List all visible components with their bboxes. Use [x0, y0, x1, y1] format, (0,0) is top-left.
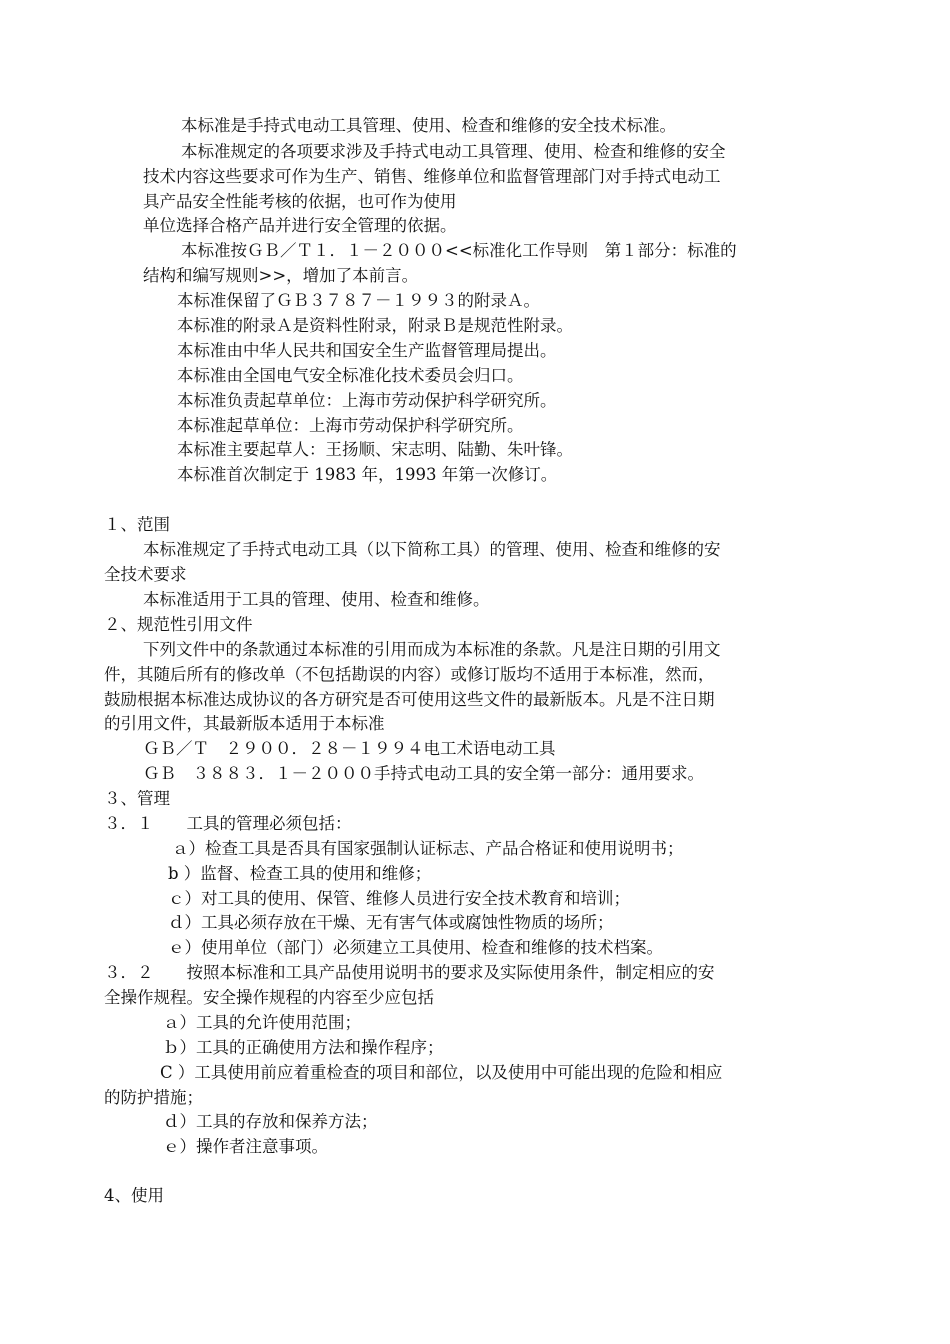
text-line: 本标准适用于工具的管理、使用、检查和维修。: [143, 590, 490, 609]
text-line: 全操作规程。安全操作规程的内容至少应包括: [104, 988, 434, 1007]
clause-heading: ３．２ 按照本标准和工具产品使用说明书的要求及实际使用条件，制定相应的安: [104, 963, 715, 982]
text-line: 本标准保留了ＧＢ３７８７－１９９３的附录Ａ。: [177, 291, 540, 310]
text-line: 本标准按ＧＢ／Ｔ１．１－２０００<<标准化工作导则 第１部分：标准的: [181, 241, 737, 260]
section-heading: ３、管理: [104, 789, 170, 808]
reference-item: ＧＢ／Ｔ ２９００．２８－１９９４电工术语电动工具: [143, 739, 556, 758]
text-line: 本标准起草单位：上海市劳动保护科学研究所。: [177, 416, 524, 435]
text-line: 单位选择合格产品并进行安全管理的依据。: [143, 216, 457, 235]
text-line: 鼓励根据本标准达成协议的各方研究是否可使用这些文件的最新版本。凡是不注日期: [104, 690, 715, 709]
text-line: 的引用文件，其最新版本适用于本标准: [104, 714, 385, 733]
section-heading: ２、规范性引用文件: [104, 615, 253, 634]
text-line: 本标准是手持式电动工具管理、使用、检查和维修的安全技术标准。: [181, 116, 676, 135]
list-item: ａ）检查工具是否具有国家强制认证标志、产品合格证和使用说明书；: [172, 839, 684, 858]
text-line: 结构和编写规则>>，增加了本前言。: [143, 266, 419, 285]
text-line: 本标准由全国电气安全标准化技术委员会归口。: [177, 366, 524, 385]
section-heading: 4、使用: [104, 1186, 164, 1205]
text-line: 本标准的附录Ａ是资料性附录，附录Ｂ是规范性附录。: [177, 316, 573, 335]
text-line: 本标准首次制定于 1983 年，1993 年第一次修订。: [177, 465, 558, 484]
text-line: 件，其随后所有的修改单（不包括勘误的内容）或修订版均不适用于本标准，然而，: [104, 665, 715, 684]
text-line: 的防护措施；: [104, 1088, 203, 1107]
text-line: 下列文件中的条款通过本标准的引用而成为本标准的条款。凡是注日期的引用文: [143, 640, 721, 659]
text-line: 具产品安全性能考核的依据，也可作为使用: [143, 192, 457, 211]
text-line: 本标准规定了手持式电动工具（以下简称工具）的管理、使用、检查和维修的安: [143, 540, 721, 559]
list-item: ａ）工具的允许使用范围；: [163, 1013, 361, 1032]
clause-heading: ３．１ 工具的管理必须包括：: [104, 814, 352, 833]
list-item: ｃ）对工具的使用、保管、维修人员进行安全技术教育和培训；: [168, 889, 630, 908]
list-item: ｄ）工具必须存放在干燥、无有害气体或腐蚀性物质的场所；: [168, 913, 614, 932]
list-item: ｅ）使用单位（部门）必须建立工具使用、检查和维修的技术档案。: [168, 938, 663, 957]
list-item: ｅ）操作者注意事项。: [163, 1137, 328, 1156]
text-line: 本标准主要起草人：王扬顺、宋志明、陆勤、朱叶锋。: [177, 440, 573, 459]
list-item: ｂ）工具的正确使用方法和操作程序；: [163, 1038, 444, 1057]
text-line: 全技术要求: [104, 565, 187, 584]
text-line: 本标准由中华人民共和国安全生产监督管理局提出。: [177, 341, 557, 360]
list-item: C ）工具使用前应着重检查的项目和部位，以及使用中可能出现的危险和相应: [160, 1063, 723, 1082]
section-heading: １、范围: [104, 515, 170, 534]
text-line: 本标准规定的各项要求涉及手持式电动工具管理、使用、检查和维修的安全: [181, 142, 726, 161]
list-item: b ）监督、检查工具的使用和维修；: [168, 864, 432, 883]
text-line: 技术内容这些要求可作为生产、销售、维修单位和监督管理部门对手持式电动工: [143, 167, 721, 186]
reference-item: ＧＢ ３８８３．１－２０００手持式电动工具的安全第一部分：通用要求。: [143, 764, 704, 783]
text-line: 本标准负责起草单位：上海市劳动保护科学研究所。: [177, 391, 557, 410]
list-item: ｄ）工具的存放和保养方法；: [163, 1112, 378, 1131]
